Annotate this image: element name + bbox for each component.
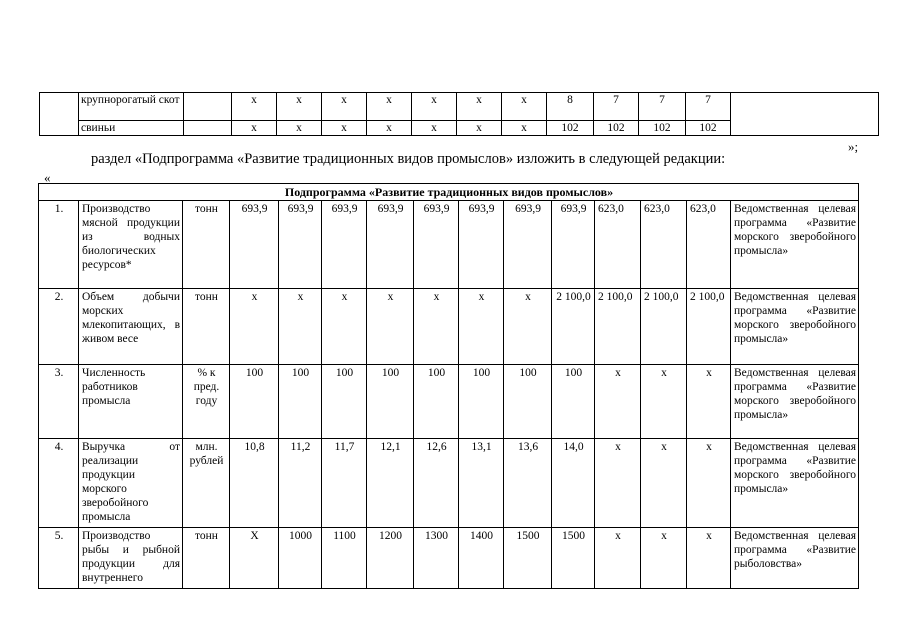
value-cell: х bbox=[502, 93, 547, 121]
value-cell: х bbox=[279, 289, 322, 365]
program-cell: Ведомственная целевая программа «Развитие морского зверобойного промысла» bbox=[731, 439, 859, 528]
unit-cell: % к пред. году bbox=[183, 365, 230, 439]
value-cell: 11,7 bbox=[322, 439, 367, 528]
value-cell: 100 bbox=[279, 365, 322, 439]
value-cell: 2 100,0 bbox=[641, 289, 687, 365]
previous-table-fragment bbox=[39, 92, 879, 136]
value-cell: 12,1 bbox=[367, 439, 414, 528]
value-cell: х bbox=[367, 289, 414, 365]
value-cell: 100 bbox=[414, 365, 459, 439]
value-cell: х bbox=[687, 439, 731, 528]
value-cell: 7 bbox=[686, 93, 731, 121]
indicator-name-cell: Объем добычи морских млекопитающих, в живом весе bbox=[79, 289, 183, 365]
value-cell: 102 bbox=[594, 121, 639, 136]
value-cell: х bbox=[504, 289, 552, 365]
value-cell: х bbox=[687, 365, 731, 439]
indicator-name-cell: Численность работников промысла bbox=[79, 365, 183, 439]
table-row bbox=[39, 528, 859, 589]
unit-cell bbox=[184, 93, 232, 121]
value-cell: х bbox=[322, 93, 367, 121]
value-cell: х bbox=[457, 121, 502, 136]
subprogram-title: Подпрограмма «Развитие традиционных видов промыслов» bbox=[39, 184, 859, 201]
value-cell: х bbox=[322, 289, 367, 365]
program-cell: Ведомственная целевая программа «Развитие морского зверобойного промысла» bbox=[731, 365, 859, 439]
row-number-cell bbox=[40, 93, 79, 136]
subprogram-table bbox=[38, 183, 859, 589]
unit-cell: млн. рублей bbox=[183, 439, 230, 528]
value-cell: 1000 bbox=[279, 528, 322, 589]
row-number-cell: 1. bbox=[39, 201, 79, 289]
value-cell: 13,6 bbox=[504, 439, 552, 528]
value-cell: х bbox=[457, 93, 502, 121]
row-number-cell: 3. bbox=[39, 365, 79, 439]
value-cell: х bbox=[641, 439, 687, 528]
value-cell: 693,9 bbox=[230, 201, 279, 289]
table-row bbox=[39, 201, 859, 289]
program-cell: Ведомственная целевая программа «Развитие морского зверобойного промысла» bbox=[731, 201, 859, 289]
value-cell: х bbox=[322, 121, 367, 136]
value-cell: х bbox=[232, 93, 277, 121]
value-cell: 100 bbox=[367, 365, 414, 439]
value-cell: 693,9 bbox=[322, 201, 367, 289]
value-cell: 2 100,0 bbox=[687, 289, 731, 365]
value-cell: 100 bbox=[459, 365, 504, 439]
value-cell: 623,0 bbox=[595, 201, 641, 289]
value-cell: х bbox=[595, 439, 641, 528]
value-cell: 1100 bbox=[322, 528, 367, 589]
table-row bbox=[39, 439, 859, 528]
value-cell: 1500 bbox=[504, 528, 552, 589]
indicator-name-cell: свиньи bbox=[79, 121, 184, 136]
value-cell: 12,6 bbox=[414, 439, 459, 528]
value-cell: 693,9 bbox=[367, 201, 414, 289]
value-cell: 2 100,0 bbox=[552, 289, 595, 365]
indicator-name-cell: Производство рыбы и рыбной продукции для внутреннего bbox=[79, 528, 183, 589]
table-row bbox=[39, 365, 859, 439]
indicator-name-cell: Выручка от реализации продукции морского зверобойного промысла bbox=[79, 439, 183, 528]
program-cell: Ведомственная целевая программа «Развитие рыболовства» bbox=[731, 528, 859, 589]
unit-cell bbox=[184, 121, 232, 136]
value-cell: х bbox=[595, 528, 641, 589]
amendment-instruction: раздел «Подпрограмма «Развитие традиционных видов промыслов» изложить в следующей редакции: bbox=[91, 151, 726, 167]
value-cell: х bbox=[459, 289, 504, 365]
value-cell: х bbox=[367, 93, 412, 121]
value-cell: х bbox=[414, 289, 459, 365]
table-row bbox=[40, 93, 879, 121]
table-row bbox=[39, 289, 859, 365]
value-cell: х bbox=[502, 121, 547, 136]
value-cell: х bbox=[367, 121, 412, 136]
unit-cell: тонн bbox=[183, 528, 230, 589]
value-cell: 693,9 bbox=[279, 201, 322, 289]
value-cell: 2 100,0 bbox=[595, 289, 641, 365]
value-cell: х bbox=[277, 93, 322, 121]
value-cell: 11,2 bbox=[279, 439, 322, 528]
value-cell: 100 bbox=[322, 365, 367, 439]
value-cell: 100 bbox=[230, 365, 279, 439]
unit-cell: тонн bbox=[183, 289, 230, 365]
indicator-name-cell: Производство мясной продукции из водных биологических ресурсов* bbox=[79, 201, 183, 289]
closing-quote-mark: »; bbox=[848, 139, 859, 154]
value-cell: 10,8 bbox=[230, 439, 279, 528]
value-cell: 693,9 bbox=[504, 201, 552, 289]
value-cell: х bbox=[412, 121, 457, 136]
value-cell: 623,0 bbox=[641, 201, 687, 289]
value-cell: х bbox=[232, 121, 277, 136]
program-cell bbox=[731, 93, 879, 136]
program-cell: Ведомственная целевая программа «Развитие морского зверобойного промысла» bbox=[731, 289, 859, 365]
value-cell: 14,0 bbox=[552, 439, 595, 528]
value-cell: х bbox=[641, 365, 687, 439]
value-cell: х bbox=[412, 93, 457, 121]
row-number-cell: 5. bbox=[39, 528, 79, 589]
value-cell: 1400 bbox=[459, 528, 504, 589]
indicator-name-cell: крупнорогатый скот bbox=[79, 93, 184, 121]
row-number-cell: 4. bbox=[39, 439, 79, 528]
value-cell: 102 bbox=[547, 121, 594, 136]
value-cell: 8 bbox=[547, 93, 594, 121]
value-cell: х bbox=[595, 365, 641, 439]
value-cell: 693,9 bbox=[552, 201, 595, 289]
value-cell: 100 bbox=[552, 365, 595, 439]
value-cell: 623,0 bbox=[687, 201, 731, 289]
unit-cell: тонн bbox=[183, 201, 230, 289]
value-cell: 1200 bbox=[367, 528, 414, 589]
value-cell: 102 bbox=[639, 121, 686, 136]
value-cell: 100 bbox=[504, 365, 552, 439]
value-cell: 7 bbox=[594, 93, 639, 121]
value-cell: 102 bbox=[686, 121, 731, 136]
value-cell: х bbox=[277, 121, 322, 136]
value-cell: 693,9 bbox=[459, 201, 504, 289]
value-cell: х bbox=[687, 528, 731, 589]
value-cell: х bbox=[230, 289, 279, 365]
opening-quote-mark: « bbox=[44, 170, 51, 185]
value-cell: 13,1 bbox=[459, 439, 504, 528]
value-cell: 693,9 bbox=[414, 201, 459, 289]
value-cell: х bbox=[641, 528, 687, 589]
row-number-cell: 2. bbox=[39, 289, 79, 365]
value-cell: 7 bbox=[639, 93, 686, 121]
value-cell: Х bbox=[230, 528, 279, 589]
value-cell: 1500 bbox=[552, 528, 595, 589]
value-cell: 1300 bbox=[414, 528, 459, 589]
